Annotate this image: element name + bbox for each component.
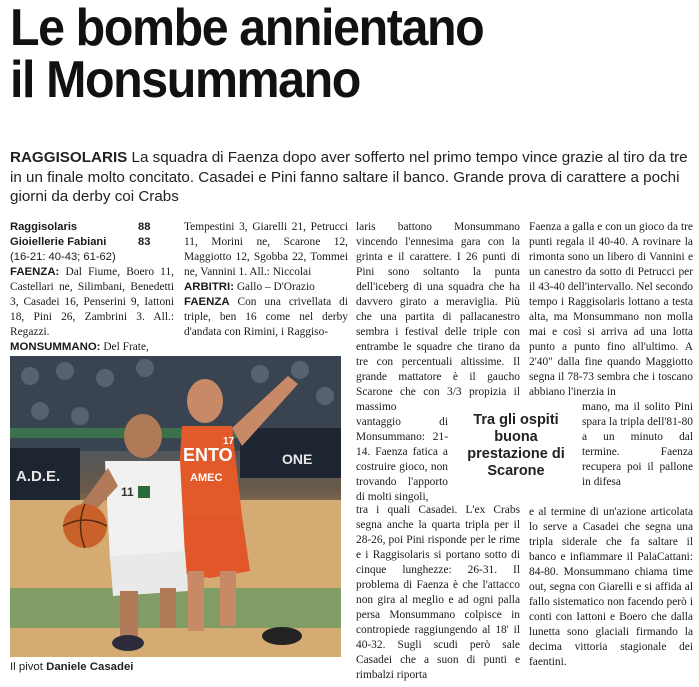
- faenza-lineup: FAENZA: Dal Fiume, Boero 11, Castellari ne, Silimbani, Benedetti 3, Casadei 16, Penserini 9, Iattoni 18, Pini 26, Zambrini 3. All.: Regazzi.: [10, 266, 174, 338]
- column-1: [10, 220, 174, 355]
- ad-board-left: A.D.E.: [16, 468, 61, 485]
- ad-board-right: ONE: [282, 451, 313, 467]
- article-col3-top: laris battono Monsummano vincendo l'ennesima gara con la grinta e il carattere. I 26 punti di Pini sono soltanto la punta dell'iceberg di una squadra che ha davvero girato a meraviglia. Più che una partita di pallacanestro sembra i festival delle triple con entrambe le squadre che tirano da tre con percentuali altissime. Il grande mattatore è il gaucho Scarone che con 3/3 propizia il massimo: [356, 221, 520, 413]
- headline: [10, 0, 642, 109]
- column-4-bottom: [529, 505, 693, 670]
- referees: ARBITRI: Gallo – D'Orazio: [184, 281, 315, 293]
- caption-prefix: Il pivot: [10, 661, 47, 673]
- lead-text: La squadra di Faenza dopo aver sofferto nel primo tempo vince grazie al tiro da tre in un finale molto concitato. Casadei e Pini fanno saltare il banco. Grande prova di carattere a pochi giorni da derby coi Crabs: [10, 149, 688, 205]
- column-2: [184, 220, 348, 340]
- score-row-away: [10, 235, 174, 250]
- column-3-wrap: [356, 415, 448, 505]
- photo-illustration: [10, 356, 341, 657]
- score-home: 88: [138, 221, 151, 233]
- monsummano-lineup-cont: Tempestini 3, Giarelli 21, Petrucci 11, Morini ne, Scarone 12, Maggiotto 12, Sgobba 22, Tommei ne, Vannini 1. All.: Niccolai: [184, 221, 348, 278]
- article-col4-bottom: e al termine di un'azione articolata lo serve a Casadei che segna una tripla siderale che fa saltare il banco e infiammare il PalaCattani: 84-80. Monsummano chiama time out, segna con Giarelli e si affida al fallo sistematico non facendo però i conti con Iattoni e Boero che dalla lunetta sono glaciali firmando la decima vittoria stagionale dei faentini.: [529, 506, 693, 668]
- monsummano-lineup: MONSUMMANO: Del Frate,: [10, 341, 149, 353]
- red-jersey-number: 17: [223, 436, 235, 447]
- column-4: [529, 220, 693, 400]
- column-3-bottom: [356, 503, 520, 683]
- lead-paragraph: [10, 148, 694, 207]
- column-3: [356, 220, 520, 415]
- team-home: Raggisolaris: [10, 221, 78, 233]
- lead-kicker: RAGGISOLARIS: [10, 149, 128, 166]
- article-col3-bottom: tra i quali Casadei. L'ex Crabs segna anche la quarta tripla per il 28-26, poi Pini risponde per le rime e i Raggisolaris si portano sotto di cinque lunghezze: 26-31. Il problema di Faenza è che l'attacco non gira al meglio e ad ogni palla persa Monsummano colpisce in contropiede raggiungendo al 18' il 40-32. Sugli scudi però sale Casadei che a suon di punti e rimbalzi riporta: [356, 504, 520, 681]
- score-away: 83: [138, 236, 151, 248]
- caption-name: Daniele Casadei: [46, 661, 134, 673]
- pull-quote: Tra gli ospiti buona prestazione di Scarone: [467, 412, 565, 479]
- article-start: FAENZA Con una crivellata di triple, ben 16 come nel derby d'andata con Rimini, i Raggiso-: [184, 296, 348, 338]
- partial-scores: (16-21: 40-43; 61-62): [10, 251, 116, 263]
- article-col4-wrap: mano, ma il solito Pini spara la tripla dell'81-80 a un minuto dal termine. Faenza recupera poi il pallone in difesa: [582, 401, 693, 488]
- article-col4-top: Faenza a galla e con un gioco da tre punti regala il 40-40. A rovinare la rimonta sono un libero di Vannini e un canestro da sotto di Petrucci per il 43-40 dell'intervallo. Nel secondo tempo i Raggisolaris lottano a testa alta, ma Monsummano non molla mai e così si arriva ad una lotta punto a punto fino all'ultimo. A 2'40" dalla fine quando Maggiotto segna il 78-73 sembra che i toscano abbiano l'inerzia in: [529, 221, 693, 398]
- headline-line-2: il Monsummano: [10, 51, 360, 109]
- headline-line-1: Le bombe annientano: [10, 0, 484, 57]
- game-photo: [10, 356, 341, 657]
- red-jersey-text: ENTO: [183, 445, 233, 465]
- score-row-home: [10, 220, 174, 235]
- article-col3-wrap: vantaggio di Monsummano: 21-14. Faenza fatica a costruire gioco, non trovando l'apporto di molti singoli,: [356, 416, 448, 503]
- photo-caption: [10, 660, 341, 674]
- column-4-wrap: [582, 400, 693, 490]
- white-jersey-number: 11: [121, 485, 134, 499]
- team-away: Gioiellerie Fabiani: [10, 236, 107, 248]
- red-jersey-sponsor: AMEC: [190, 472, 223, 484]
